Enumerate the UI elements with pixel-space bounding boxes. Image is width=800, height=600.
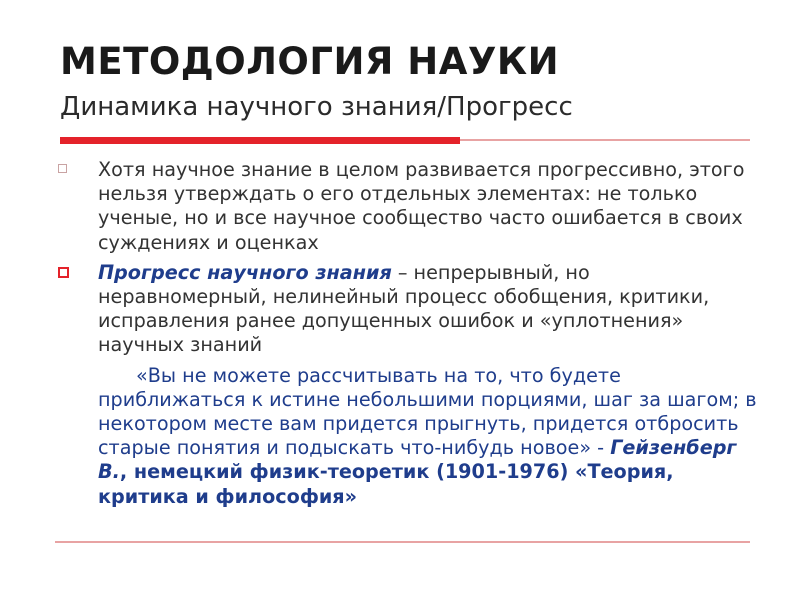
bullet-term: Прогресс научного знания — [98, 260, 392, 284]
bottom-divider — [55, 541, 750, 543]
square-bullet-icon — [58, 164, 67, 173]
bullet-item — [58, 261, 758, 358]
quote-author: Гейзенберг В. — [98, 436, 737, 484]
title-underline-thick — [60, 137, 460, 144]
quote-paragraph — [98, 364, 758, 509]
slide-body — [58, 158, 758, 509]
square-bullet-icon — [58, 267, 69, 278]
quote-block — [58, 364, 758, 509]
title-underline-thin — [460, 139, 750, 141]
slide-subtitle: Динамика научного знания/Прогресс — [60, 92, 573, 122]
bullet-definition: – непрерывный, но неравномерный, нелинейный процесс обобщения, критики, исправления ранее допущенных ошибок и «уплотнения» научных знаний — [98, 260, 710, 357]
bullet-item — [58, 158, 758, 255]
quote-source: , немецкий физик-теоретик (1901-1976) «Теория, критика и философия» — [98, 460, 674, 508]
quote-text: «Вы не можете рассчитывать на то, что будете приближаться к истине небольшими порциями, шаг за шагом; в некотором месте вам придется прыгнуть, придется отбросить старые понятия и подыскать что-нибудь новое» - — [98, 363, 757, 460]
slide-title: МЕТОДОЛОГИЯ НАУКИ — [60, 40, 560, 83]
bullet-text: Хотя научное знание в целом развивается прогрессивно, этого нельзя утверждать о его отдельных элементах: не только ученые, но и все научное сообщество часто ошибается в своих суждениях и оценках — [98, 158, 745, 254]
bullet-text — [98, 261, 709, 357]
